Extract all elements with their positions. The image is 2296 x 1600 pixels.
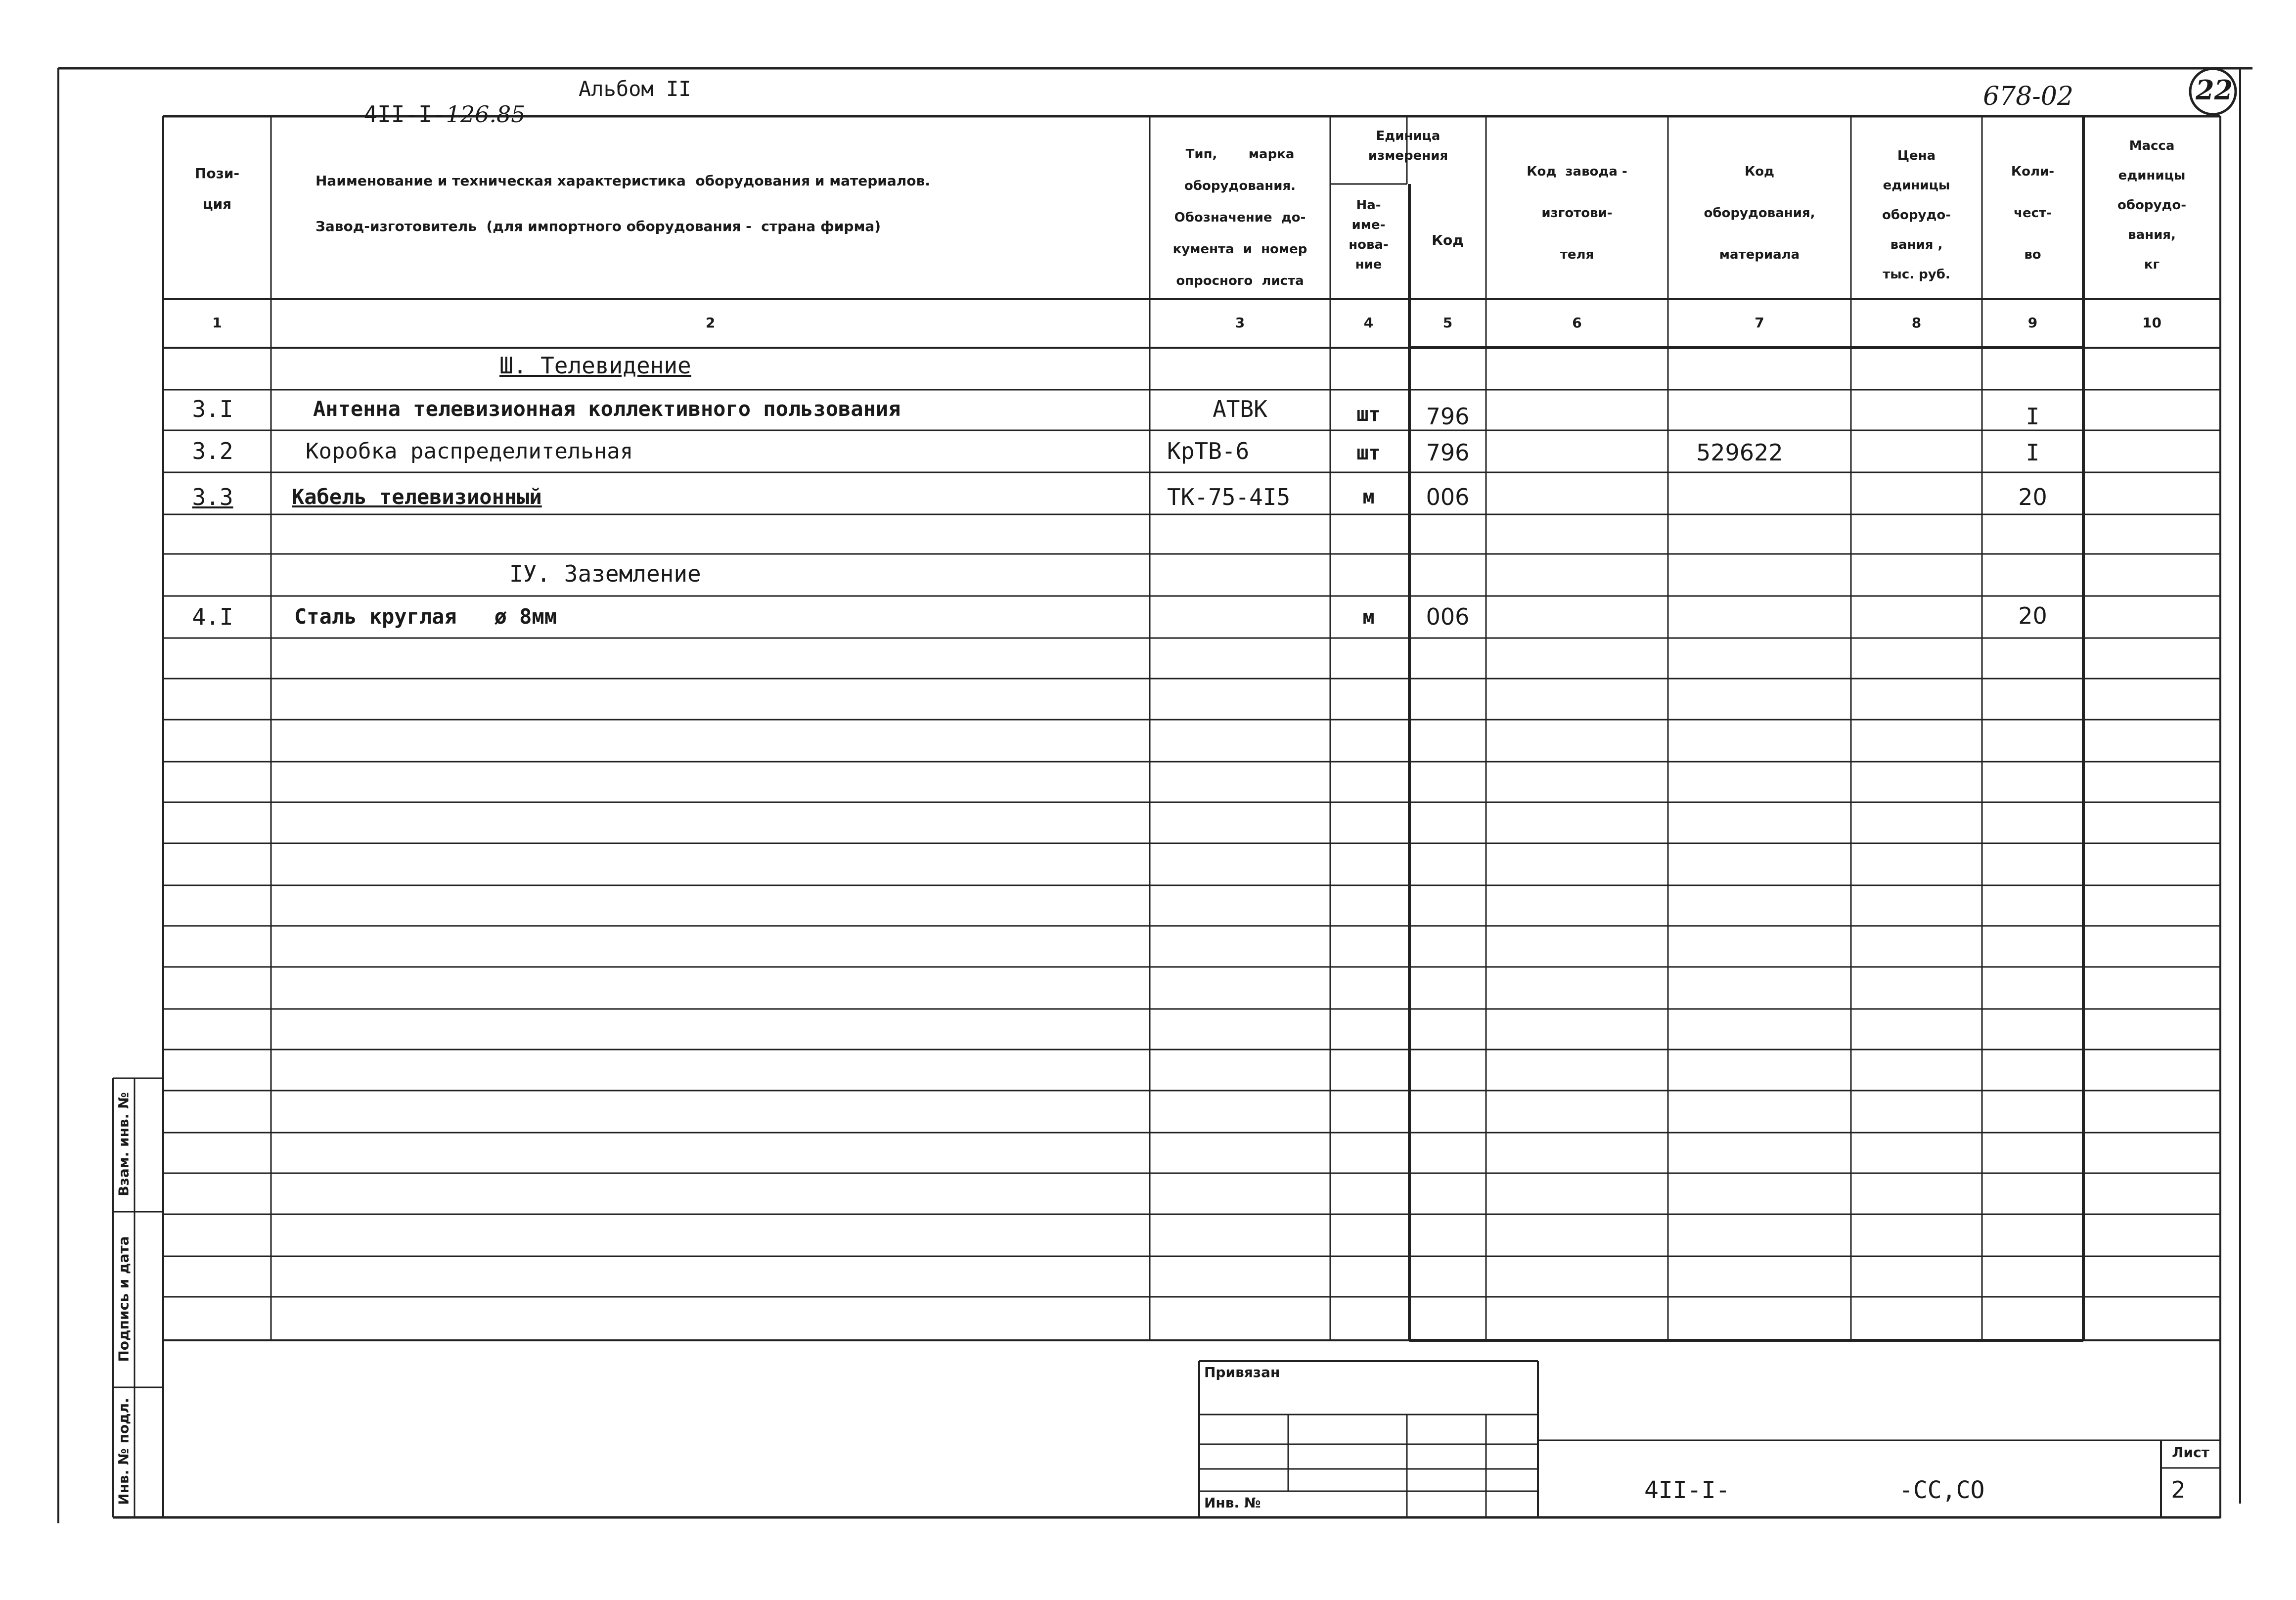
section-heading-tv: Ш. Телевидение: [499, 352, 691, 379]
inventory-number: 678-02: [1983, 82, 2073, 111]
col-type-header: Тип, марка оборудования. Обозначение до- кумента и номер опросного листа: [1172, 147, 1307, 288]
col-number-9: 9: [2027, 315, 2038, 331]
col-factory-code-header: Код завода - изготови- теля: [1527, 164, 1627, 262]
table-row-unit-code: 796: [1426, 439, 1470, 466]
sheet-number-circled: 22: [2196, 74, 2233, 106]
document-code-typed: 4II-I-: [363, 101, 446, 128]
table-row-unit: м: [1362, 486, 1375, 508]
col-unit-group-header: Единица измерения: [1368, 129, 1448, 163]
col-number-2: 2: [705, 315, 716, 331]
col-number-7: 7: [1755, 315, 1764, 331]
col-name-header: Наименование и техническая характеристика оборудования и материалов. Завод-изготовитель (для импортного оборудования - страна фирма): [315, 173, 930, 234]
table-row-qty: I: [2026, 439, 2040, 466]
table-row-qty: 20: [2018, 484, 2047, 510]
table-row-name: Кабель телевизионный: [292, 485, 542, 509]
side-stamp-replaced-inv: Взам. инв. №: [115, 1092, 132, 1196]
col-equipment-code-header: Код оборудования, материала: [1704, 164, 1815, 262]
document-code: [336, 74, 526, 128]
table-row-qty: 20: [2018, 602, 2047, 629]
table-row-equipment-code: 529622: [1696, 439, 1783, 466]
table-row-pos: 3.2: [192, 438, 233, 464]
table-row-qty: I: [2026, 403, 2040, 430]
col-number-5: 5: [1442, 315, 1453, 331]
document-code-handwritten: 126.85: [446, 101, 526, 128]
table-row-name: Коробка распределительная: [306, 439, 633, 464]
col-number-8: 8: [1911, 315, 1922, 331]
col-mass-header: Масса единицы оборудо- вания, кг: [2117, 138, 2187, 272]
table-row-name: Антенна телевизионная коллективного пользования: [313, 397, 901, 421]
table-row-pos: 3.I: [192, 396, 233, 422]
table-row-unit: м: [1362, 606, 1375, 629]
table-row-pos: 4.I: [192, 603, 233, 630]
table-row-pos: 3.3: [192, 484, 233, 510]
col-number-1: 1: [212, 315, 222, 331]
col-price-header: Цена единицы оборудо- вания , тыс. руб.: [1882, 148, 1951, 282]
table-row-name: Сталь круглая ø 8мм: [294, 604, 557, 629]
col-unit-name-header: На- име- нова- ние: [1349, 198, 1389, 272]
table-row-unit-code: 796: [1426, 403, 1470, 430]
section-heading-grounding: IУ. Заземление: [509, 560, 701, 587]
table-row-type: ТК-75-4I5: [1167, 484, 1291, 510]
table-row-unit: шт: [1356, 442, 1381, 464]
table-row-type: КрТВ-6: [1167, 438, 1250, 464]
table-row-unit-code: 006: [1426, 484, 1470, 510]
col-quantity-header: Коли- чест- во: [2011, 164, 2055, 262]
table-row-type: АТВК: [1213, 396, 1267, 422]
stamp-inv-number-label: Инв. №: [1204, 1495, 1261, 1511]
stamp-sheet-value: 2: [2171, 1476, 2186, 1503]
col-position-header: Пози- ция: [194, 165, 240, 212]
side-stamp-original-inv: Инв. № подл.: [115, 1398, 132, 1505]
stamp-doc-number-left: 4II-I-: [1644, 1476, 1730, 1504]
stamp-sheet-label: Лист: [2172, 1444, 2209, 1461]
col-number-6: 6: [1572, 315, 1582, 331]
col-number-3: 3: [1235, 315, 1245, 331]
stamp-doc-number-right: -СС,СО: [1899, 1476, 1985, 1504]
col-number-10: 10: [2142, 315, 2161, 331]
album-label: Альбом II: [579, 77, 691, 101]
side-stamp-signature-date: Подпись и дата: [115, 1236, 132, 1362]
table-row-unit: шт: [1356, 403, 1381, 426]
table-row-unit-code: 006: [1426, 603, 1470, 630]
col-number-4: 4: [1363, 315, 1374, 331]
stamp-linked-label: Привязан: [1204, 1364, 1280, 1380]
col-unit-code-header: Код: [1432, 232, 1464, 248]
